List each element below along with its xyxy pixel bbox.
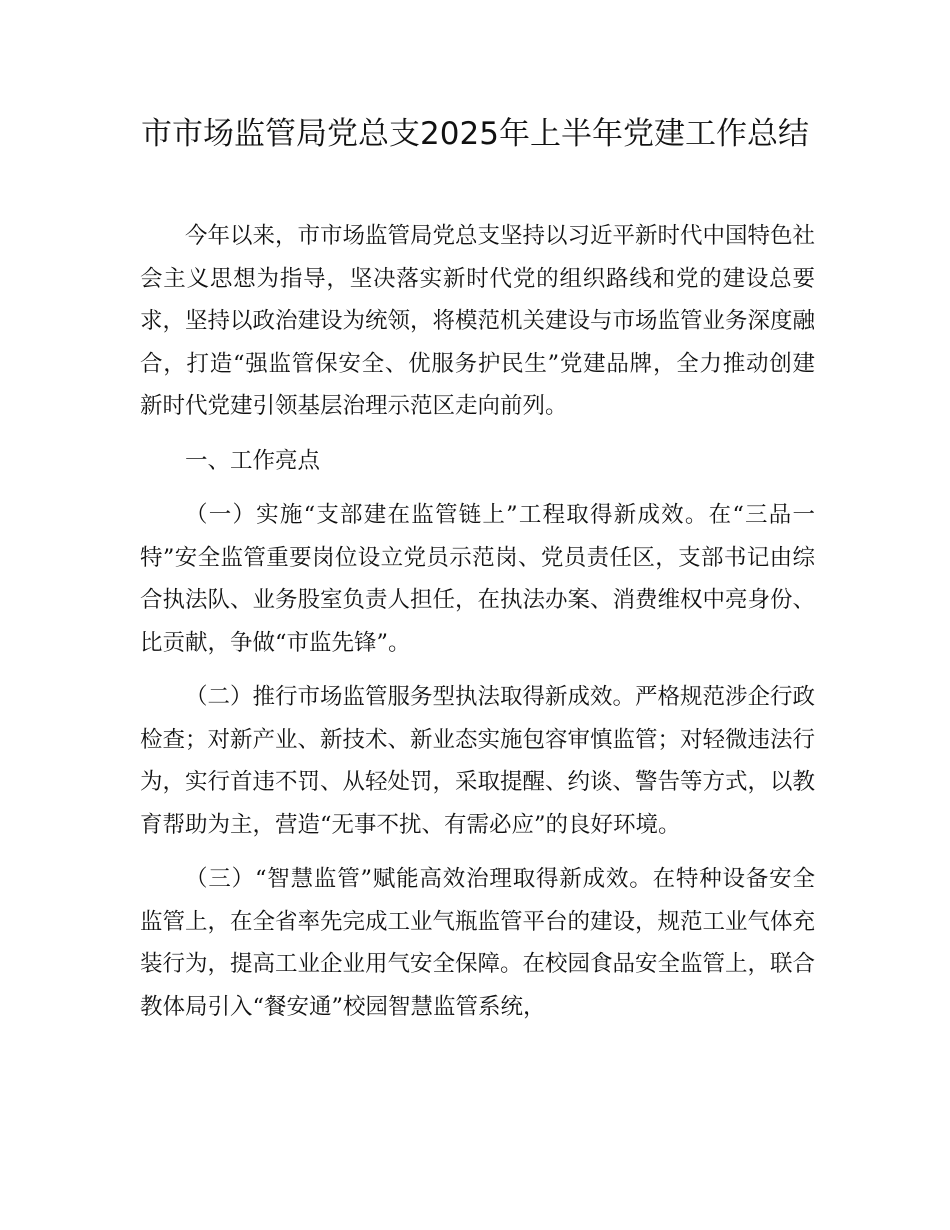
- intro-paragraph: 今年以来，市市场监管局党总支坚持以习近平新时代中国特色社会主义思想为指导，坚决落实新时代党的组织路线和党的建设总要求，坚持以政治建设为统领，将模范机关建设与市场监管业务深度融合，打造“强监管保安全、优服务护民生”党建品牌，全力推动创建新时代党建引领基层治理示范区走向前列。: [140, 223, 816, 419]
- section-heading: 一、工作亮点: [185, 447, 321, 474]
- document-title: 市市场监管局党总支2025年上半年党建工作总结: [141, 116, 809, 152]
- highlight-paragraph-2: （二）推行市场监管服务型执法取得新成效。严格规范涉企行政检查；对新产业、新技术、新业态实施包容审慎监管；对轻微违法行为，实行首违不罚、从轻处罚，采取提醒、约谈、警告等方式，以教育帮助为主，营造“无事不扰、有需必应”的良好环境。: [140, 684, 816, 838]
- highlight-paragraph-1: （一）实施“支部建在监管链上”工程取得新成效。在“三品一特”安全监管重要岗位设立党员示范岗、党员责任区，支部书记由综合执法队、业务股室负责人担任，在执法办案、消费维权中亮身份、比贡献，争做“市监先锋”。: [140, 502, 816, 656]
- highlight-paragraph-3: （三）“智慧监管”赋能高效治理取得新成效。在特种设备安全监管上，在全省率先完成工业气瓶监管平台的建设，规范工业气体充装行为，提高工业企业用气安全保障。在校园食品安全监管上，联合教体局引入“餐安通”校园智慧监管系统，: [140, 866, 816, 1020]
- document-body: [140, 215, 815, 1040]
